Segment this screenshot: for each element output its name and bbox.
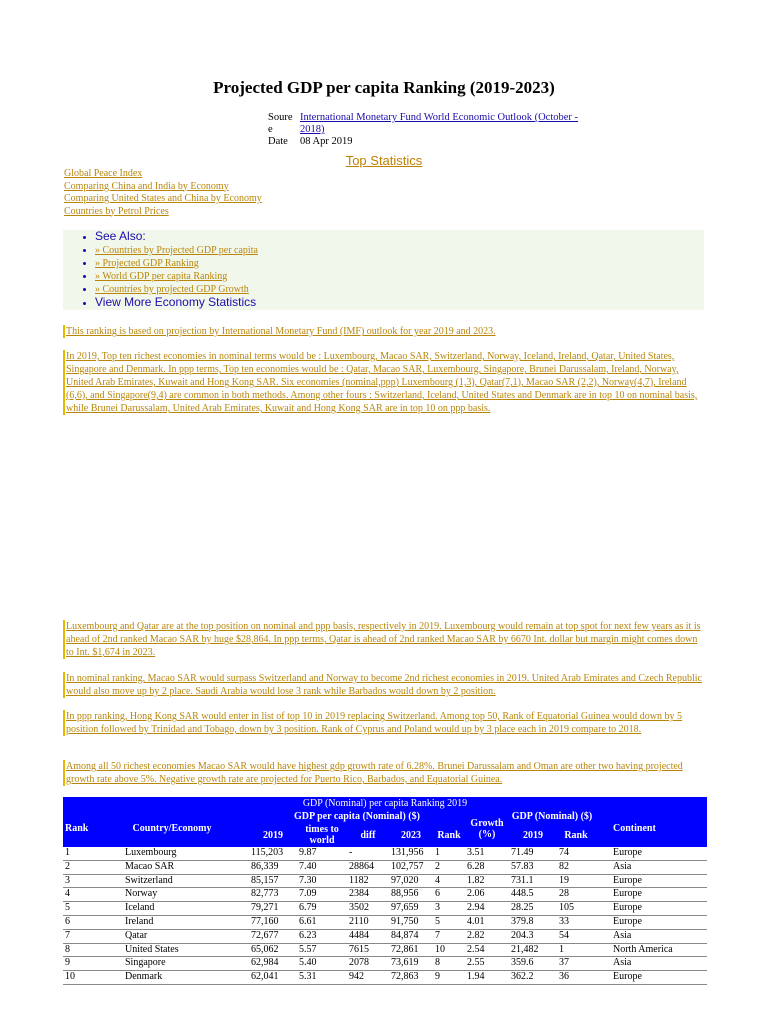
cell-gdp-nominal: 379.8 [509,915,557,929]
cell-times-to-world: 6.79 [297,902,347,916]
cell-continent: Europe [595,847,707,860]
cell-times-to-world: 7.30 [297,874,347,888]
cell-country: Qatar [95,929,249,943]
cell-growth: 2.54 [465,943,509,957]
cell-gdp-nominal: 204.3 [509,929,557,943]
cell-country: Singapore [95,957,249,971]
col-gdp-nominal: GDP (Nominal) ($) [509,810,595,823]
cell-gdp-rank: 37 [557,957,595,971]
cell-gdp-rank: 54 [557,929,595,943]
cell-rank-2023: 5 [433,915,465,929]
cell-times-to-world: 5.57 [297,943,347,957]
paragraph-nominal-ranking[interactable]: In nominal ranking, Macao SAR would surpass Switzerland and Norway to become 2nd richest economies in 2019. United Arab Emirates and Czech Republic would also move up by 2 place. Saudi Arabia would lose 3 rank while Barbados would down by 2 position. [63,672,707,698]
cell-diff: 4484 [347,929,389,943]
cell-gdp-rank: 82 [557,860,595,874]
cell-diff: 7615 [347,943,389,957]
cell-continent: Asia [595,957,707,971]
cell-rank-2023: 4 [433,874,465,888]
cell-gdp-rank: 105 [557,902,595,916]
col-times-to-world: times to world [297,823,347,847]
cell-rank-2023: 3 [433,902,465,916]
col-country: Country/Economy [95,810,249,847]
cell-gdp-2019: 62,984 [249,957,297,971]
cell-gdp-2019: 86,339 [249,860,297,874]
cell-gdp-2023: 91,750 [389,915,433,929]
table-row [63,902,707,916]
table-caption: GDP (Nominal) per capita Ranking 2019 [63,797,707,810]
cell-rank-2023: 9 [433,971,465,985]
date-label: Date [268,136,288,147]
cell-gdp-2019: 79,271 [249,902,297,916]
cell-growth: 1.94 [465,971,509,985]
cell-gdp-2019: 77,160 [249,915,297,929]
col-growth: Growth (%) [465,810,509,847]
cell-country: Denmark [95,971,249,985]
link-china-india[interactable]: Comparing China and India by Economy [64,180,229,192]
cell-gdp-nominal: 362.2 [509,971,557,985]
cell-growth: 1.82 [465,874,509,888]
cell-gdp-2023: 97,020 [389,874,433,888]
see-also-item[interactable]: » Countries by projected GDP Growth [95,284,249,295]
cell-gdp-nominal: 448.5 [509,888,557,902]
cell-rank: 10 [63,971,95,985]
link-us-china[interactable]: Comparing United States and China by Economy [64,193,262,204]
cell-gdp-nominal: 71.49 [509,847,557,860]
cell-gdp-2023: 73,619 [389,957,433,971]
cell-continent: Europe [595,888,707,902]
link-global-peace-index[interactable]: Global Peace Index [64,168,143,179]
cell-gdp-2023: 72,861 [389,943,433,957]
col-gdp-rank: Rank [557,823,595,847]
cell-gdp-2019: 85,157 [249,874,297,888]
cell-rank-2023: 1 [433,847,465,860]
cell-diff: 2078 [347,957,389,971]
cell-times-to-world: 7.09 [297,888,347,902]
cell-rank-2023: 10 [433,943,465,957]
cell-rank: 9 [63,957,95,971]
cell-gdp-2019: 72,677 [249,929,297,943]
see-also-item[interactable]: » Countries by Projected GDP per capita [95,245,258,256]
cell-rank: 5 [63,902,95,916]
cell-growth: 2.82 [465,929,509,943]
cell-gdp-2019: 82,773 [249,888,297,902]
cell-country: United States [95,943,249,957]
table-row [63,888,707,902]
cell-rank: 2 [63,860,95,874]
paragraph-top-position[interactable]: Luxembourg and Qatar are at the top position on nominal and ppp basis, respectively in 2019. Luxembourg would remain at top spot for next few years as it is ahead of 2nd ranked Macao SAR by huge $28,864. In ppp terms, Qatar is ahead of 2nd ranked Macao SAR by 6670 Int. dollar but margin might comes down to Int. $1,674 in 2023. [63,620,707,659]
col-diff: diff [347,823,389,847]
paragraph-growth[interactable]: Among all 50 richest economies Macao SAR would have highest gdp growth rate of 6.28%. Brunei Darussalam and Oman are other two having projected growth rate above 5%. Negative growth rate are projected for Puerto Rico, Barbados, and Equatorial Guinea. [63,760,707,786]
table-row [63,929,707,943]
see-also-item[interactable]: » Projected GDP Ranking [95,258,199,269]
col-continent: Continent [595,810,707,847]
source-label: Soure e [268,112,293,135]
see-also-header[interactable]: See Also: [95,229,146,243]
cell-growth: 4.01 [465,915,509,929]
link-petrol-prices[interactable]: Countries by Petrol Prices [64,205,169,217]
page-title: Projected GDP per capita Ranking (2019-2023) [213,78,555,97]
col-gdp-per-capita: GDP per capita (Nominal) ($) [249,810,465,823]
cell-continent: Europe [595,971,707,985]
cell-country: Switzerland [95,874,249,888]
cell-gdp-rank: 28 [557,888,595,902]
source-meta [268,112,592,148]
col-gdp-2019: 2019 [509,823,557,847]
cell-rank-2023: 8 [433,957,465,971]
cell-gdp-2019: 65,062 [249,943,297,957]
cell-gdp-2023: 72,863 [389,971,433,985]
col-rank-2023: Rank [433,823,465,847]
table-row [63,874,707,888]
cell-diff: 3502 [347,902,389,916]
cell-country: Norway [95,888,249,902]
cell-continent: Asia [595,929,707,943]
table-row [63,860,707,874]
table-row [63,915,707,929]
cell-rank-2023: 6 [433,888,465,902]
cell-times-to-world: 5.31 [297,971,347,985]
table-row [63,847,707,860]
paragraph-ppp-ranking[interactable]: In ppp ranking, Hong Kong SAR would enter in list of top 10 in 2019 replacing Switzerland. Among top 50, Rank of Equatorial Guinea would down by 5 position followed by Trinidad and Tobago, down by 3 position. Rank of Cyprus and Poland would up by 3 place each in 2019 compare to 2018. [63,710,707,736]
cell-times-to-world: 5.40 [297,957,347,971]
cell-gdp-nominal: 731.1 [509,874,557,888]
cell-growth: 3.51 [465,847,509,860]
cell-rank: 4 [63,888,95,902]
cell-diff: 2384 [347,888,389,902]
cell-continent: Europe [595,915,707,929]
cell-growth: 6.28 [465,860,509,874]
top-links [64,168,262,218]
cell-gdp-nominal: 21,482 [509,943,557,957]
cell-diff: - [347,847,389,860]
cell-country: Luxembourg [95,847,249,860]
col-2019: 2019 [249,823,297,847]
cell-gdp-nominal: 359.6 [509,957,557,971]
cell-gdp-2019: 62,041 [249,971,297,985]
cell-gdp-rank: 74 [557,847,595,860]
cell-gdp-2023: 97,659 [389,902,433,916]
cell-gdp-2023: 102,757 [389,860,433,874]
see-also-item[interactable]: » World GDP per capita Ranking [95,271,228,282]
cell-rank: 6 [63,915,95,929]
paragraph-intro[interactable]: This ranking is based on projection by International Monetary Fund (IMF) outlook for year 2019 and 2023. [63,325,707,338]
cell-rank: 8 [63,943,95,957]
paragraph-top-ten[interactable]: In 2019, Top ten richest economies in nominal terms would be : Luxembourg, Macao SAR, Switzerland, Norway, Iceland, Ireland, Qatar, United States, Singapore and Denmark. In ppp terms, Top ten economies would be : Qatar, Macao SAR, Luxembourg, Singapore, Brunei Darussalam, Ireland, Norway, United Arab Emirates, Kuwait and Hong Kong SAR. Six economies (nominal,ppp) Luxembourg (1,3), Qatar(7,1), Macao SAR (2,2), Norway(4,7), Ireland (6,6), and Singapore(9,4) are common in both methods. Among other fours : Switzerland, Iceland, United States and Denmark are in top 10 on nominal basis, while Brunei Darussalam, United Arab Emirates, Kuwait and Hong Kong SAR are in top 10 on ppp basis. [63,350,707,415]
cell-gdp-rank: 36 [557,971,595,985]
cell-gdp-rank: 19 [557,874,595,888]
gdp-ranking-table [63,797,707,985]
cell-rank: 1 [63,847,95,860]
cell-gdp-nominal: 57.83 [509,860,557,874]
cell-gdp-2019: 115,203 [249,847,297,860]
cell-times-to-world: 6.23 [297,929,347,943]
cell-diff: 28864 [347,860,389,874]
see-also-box [63,230,704,310]
cell-continent: Asia [595,860,707,874]
cell-country: Iceland [95,902,249,916]
table-row [63,943,707,957]
cell-gdp-rank: 33 [557,915,595,929]
cell-rank: 7 [63,929,95,943]
top-statistics-link[interactable]: Top Statistics [345,153,423,168]
col-2023: 2023 [389,823,433,847]
cell-gdp-nominal: 28.25 [509,902,557,916]
table-row [63,971,707,985]
cell-gdp-2023: 88,956 [389,888,433,902]
cell-rank-2023: 7 [433,929,465,943]
cell-gdp-2023: 131,956 [389,847,433,860]
cell-diff: 942 [347,971,389,985]
cell-growth: 2.55 [465,957,509,971]
cell-times-to-world: 9.87 [297,847,347,860]
cell-country: Macao SAR [95,860,249,874]
cell-rank: 3 [63,874,95,888]
cell-continent: Europe [595,874,707,888]
date-value: 08 Apr 2019 [300,136,353,147]
view-more-link[interactable]: View More Economy Statistics [95,295,257,309]
cell-times-to-world: 6.61 [297,915,347,929]
table-row [63,957,707,971]
cell-gdp-2023: 84,874 [389,929,433,943]
source-link[interactable]: International Monetary Fund World Economic Outlook (October - 2018) [300,112,579,135]
cell-country: Ireland [95,915,249,929]
cell-growth: 2.06 [465,888,509,902]
cell-continent: Europe [595,902,707,916]
col-rank: Rank [63,810,95,847]
cell-gdp-rank: 1 [557,943,595,957]
cell-rank-2023: 2 [433,860,465,874]
cell-growth: 2.94 [465,902,509,916]
cell-continent: North America [595,943,707,957]
cell-diff: 1182 [347,874,389,888]
cell-diff: 2110 [347,915,389,929]
cell-times-to-world: 7.40 [297,860,347,874]
